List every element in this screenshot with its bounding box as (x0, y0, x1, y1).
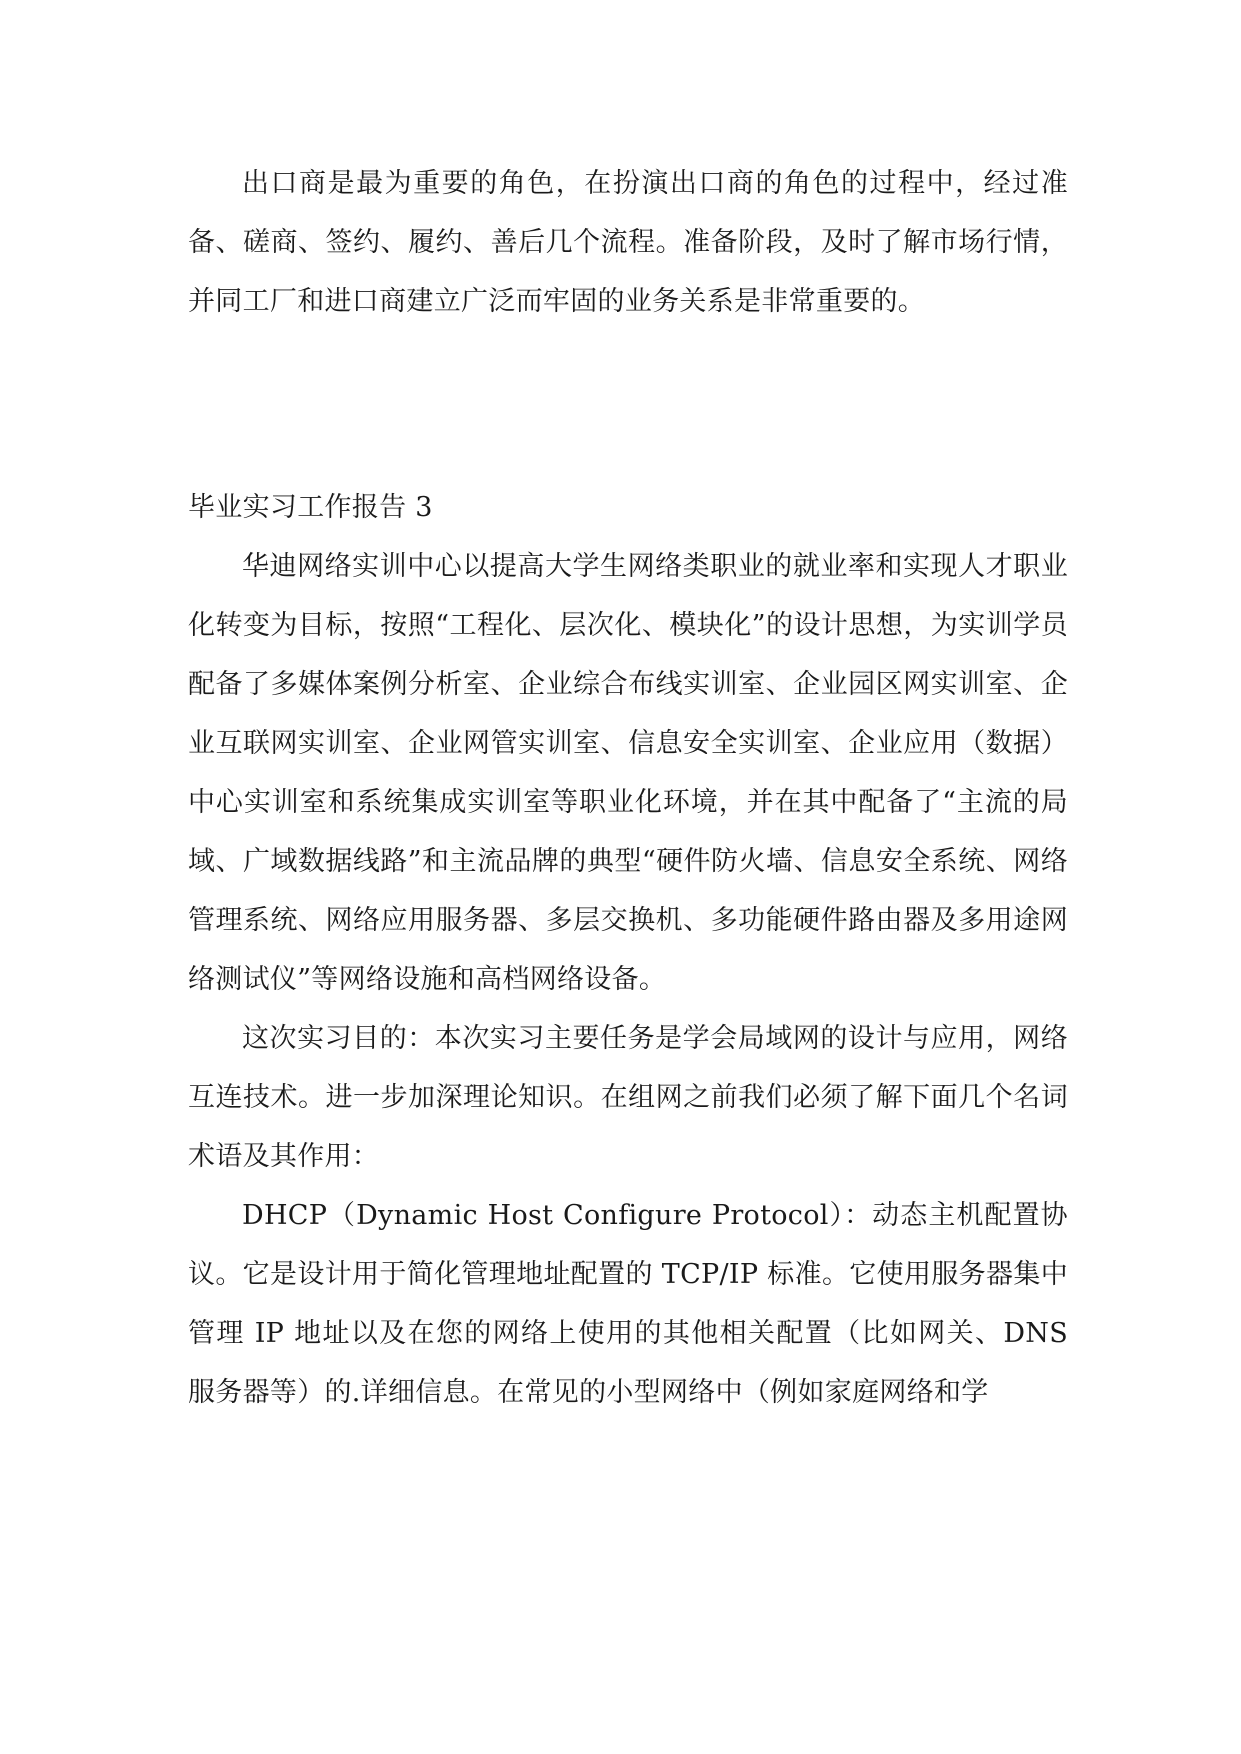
intro-section (188, 154, 1068, 331)
paragraph-training-center: 华迪网络实训中心以提高大学生网络类职业的就业率和实现人才职业化转变为目标，按照“工程化、层次化、模块化”的设计思想，为实训学员配备了多媒体案例分析室、企业综合布线实训室、企业园区网实训室、企业互联网实训室、企业网管实训室、信息安全实训室、企业应用（数据）中心实训室和系统集成实训室等职业化环境，并在其中配备了“主流的局域、广域数据线路”和主流品牌的典型“硬件防火墙、信息安全系统、网络管理系统、网络应用服务器、多层交换机、多功能硬件路由器及多用途网络测试仪”等网络设施和高档网络设备。 (188, 551, 1068, 995)
section-heading: 毕业实习工作报告 3 (188, 492, 433, 523)
intro-paragraph: 出口商是最为重要的角色，在扮演出口商的角色的过程中，经过准备、磋商、签约、履约、善后几个流程。准备阶段，及时了解市场行情，并同工厂和进口商建立广泛而牢固的业务关系是非常重要的。 (188, 168, 1068, 317)
paragraph-internship-goal: 这次实习目的：本次实习主要任务是学会局域网的设计与应用，网络互连技术。进一步加深理论知识。在组网之前我们必须了解下面几个名词术语及其作用： (188, 1023, 1068, 1172)
report-section (188, 478, 1068, 1422)
paragraph-dhcp: DHCP（Dynamic Host Configure Protocol）：动态主机配置协议。它是设计用于简化管理地址配置的 TCP/IP 标准。它使用服务器集中管理 IP 地址以及在您的网络上使用的其他相关配置（比如网关、DNS 服务器等）的.详细信息。在常见的小型网络中（例如家庭网络和学 (188, 1200, 1068, 1408)
